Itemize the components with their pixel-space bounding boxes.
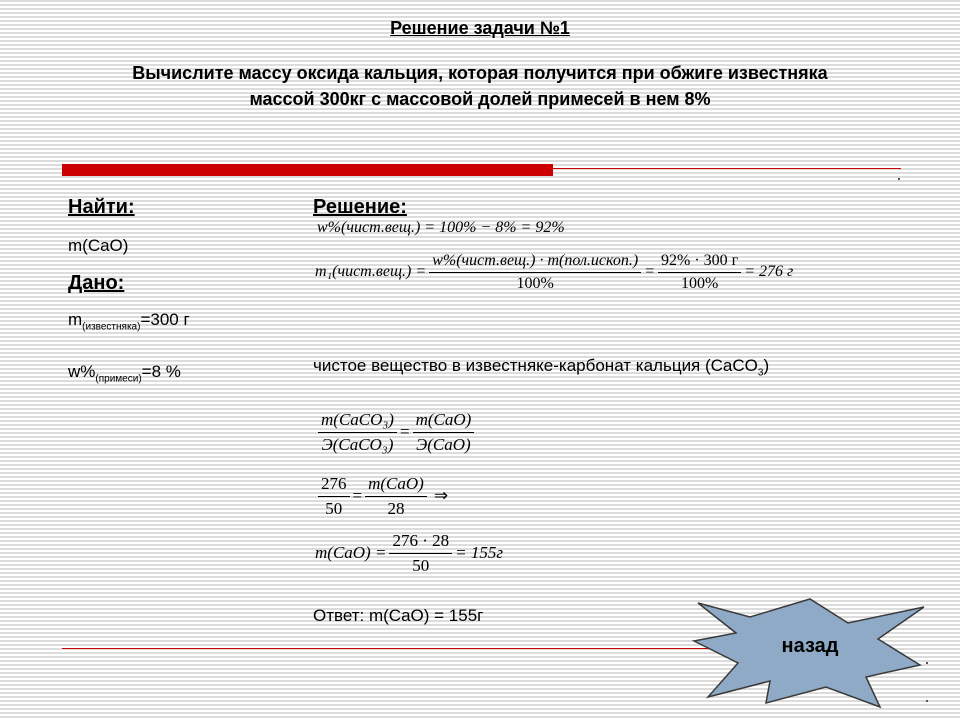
fraction: $\frac{\text{m(CaO)}}{28}$ [365, 474, 427, 519]
implies-arrow: ⇒ [433, 486, 449, 505]
given-header: Дано: [68, 272, 125, 294]
fraction: $\frac{\text{m(CaO)}}{\text{Э(CaO)}}$ [413, 410, 475, 455]
equation-pure-mass: m₁(чист.вещ.) = $\frac{\text{w\%(чист.вещ.) · m(пол.ископ.)}}{100\%}$ = $\frac{92\% \cdot 300 г}{100\%}$ = 276 г [315, 251, 794, 292]
given-mass: $m_{(известняка)}=300$ г [68, 310, 190, 333]
fraction: $\frac{\text{m(CaCO₃)}}{\text{Э(CaCO₃)}}$ [318, 410, 397, 455]
equation-proportion: $\frac{276}{50}$ = $\frac{\text{m(CaO)}}{28}$ ⇒ [315, 468, 448, 524]
problem-statement [60, 60, 900, 112]
fraction: $\frac{276}{50}$ [318, 474, 350, 519]
given-impurity: $w\%_{(примеси)}=8$ % [68, 362, 181, 385]
solution-header: Решение: [313, 196, 407, 218]
note-calcium-carbonate: чистое вещество в известняке-карбонат кальция (CaCO$_3$) [313, 356, 770, 379]
red-divider-bar [62, 164, 553, 176]
red-divider-line [553, 168, 901, 169]
find-header: Найти: [68, 196, 135, 218]
fraction: $\frac{92\% \cdot 300 г}{100\%}$ [658, 252, 741, 293]
problem-line-1: Вычислите массу оксида кальция, которая получится при обжиге известняка [132, 63, 828, 83]
fraction: $\frac{\text{w\%(чист.вещ.) · m(пол.ископ.)}}{100\%}$ [429, 252, 641, 293]
equation-purity: w%(чист.вещ.) = 100% − 8% = 92% [317, 219, 565, 236]
answer-text: Ответ: m(CaO) = 155г [313, 606, 484, 625]
decor-dot [898, 178, 900, 180]
back-button-label: назад [781, 635, 839, 657]
equation-result: m(CaO) = $\frac{276 \cdot 28}{50}$ = 155г [315, 530, 503, 575]
problem-line-2: массой 300кг с массовой долей примесей в нем 8% [249, 89, 711, 109]
slide-title: Решение задачи №1 [390, 18, 570, 38]
decor-dot [926, 700, 928, 702]
equation-equivalents: $\frac{\text{m(CaCO₃)}}{\text{Э(CaCO₃)}}$ = $\frac{\text{m(CaO)}}{\text{Э(CaO)}}$ [315, 404, 477, 460]
back-button[interactable] [690, 595, 932, 713]
find-value: m(CaO) [68, 236, 129, 255]
decor-dot [926, 662, 928, 664]
fraction: $\frac{276 \cdot 28}{50}$ [389, 531, 452, 576]
